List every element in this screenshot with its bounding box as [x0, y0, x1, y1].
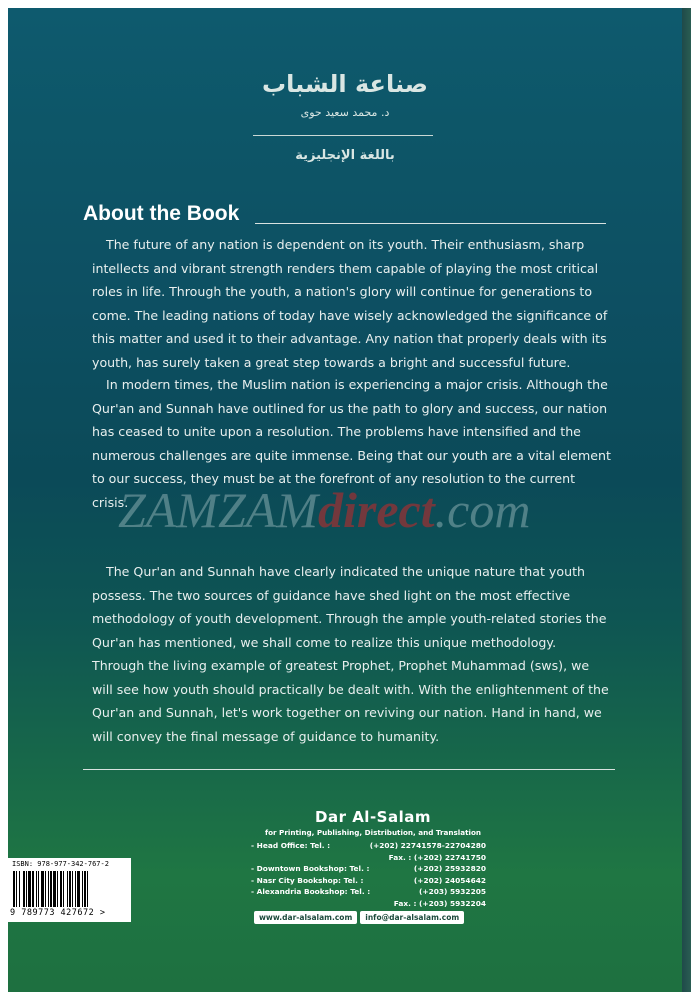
arabic-language-note: باللغة الإنجليزية [295, 148, 395, 163]
barcode-stripe [84, 871, 86, 907]
barcode-stripe [32, 871, 34, 907]
contact-row [251, 898, 486, 910]
barcode-stripe [41, 871, 44, 907]
contact-label [251, 852, 389, 864]
barcode-stripe [19, 871, 20, 907]
about-heading: About the Book [83, 202, 240, 225]
barcode-stripe [28, 871, 31, 907]
barcode-stripe [75, 871, 76, 907]
contact-value: (+202) 24054642 [413, 875, 486, 885]
arabic-title: صناعة الشباب [262, 70, 428, 98]
contact-row [251, 852, 486, 864]
barcode-stripe [16, 871, 17, 907]
contact-row [251, 875, 486, 887]
contact-label: - Downtown Bookshop: Tel. : [251, 864, 370, 873]
barcode-label [8, 858, 131, 922]
watermark [118, 480, 598, 540]
barcode-stripe [26, 871, 27, 907]
paragraph-text: The Qur'an and Sunnah have clearly indicated the unique nature that youth possess. The two sources of guidance have shed light on the most effective methodology of youth development. Through the ample youth-related stories the Qur'an has mentioned, we shall come to realize this unique methodology. Through the living example of greatest Prophet, Prophet Muhammad (sws), we will see how youth should practically be dealt with. With the enlightenment of the Qur'an and Sunnah, let's work together on reviving our nation. Hand in hand, we will convey the final message of guidance to humanity. [92, 564, 609, 744]
contact-value: Fax. : (+202) 22741750 [388, 852, 486, 862]
contact-label: - Alexandria Bookshop: Tel. : [251, 887, 371, 896]
heading-rule [255, 223, 606, 224]
barcode-stripe [82, 871, 83, 907]
barcode-image [13, 871, 119, 907]
barcode-stripe [45, 871, 46, 907]
contact-list [251, 840, 486, 909]
contact-label [251, 898, 394, 910]
publisher-name: Dar Al-Salam [315, 808, 431, 826]
publisher-subtitle: for Printing, Publishing, Distribution, and Translation [264, 828, 482, 837]
paragraph-text: The future of any nation is dependent on its youth. Their enthusiasm, sharp intellects and vibrant strength renders them capable of playing the most critical roles in life. Through the youth, a nation's glory will continue for generations to come. The leading nations of today have wisely acknowledged the significance of this matter and used it to their advantage. Any nation that properly deals with its youth, has surely taken a great step towards a bright and successful future. [92, 237, 608, 370]
barcode-stripe [23, 871, 25, 907]
contact-row [251, 886, 486, 898]
barcode-stripe [50, 871, 52, 907]
barcode-stripe [69, 871, 71, 907]
watermark-part-2: direct [318, 482, 435, 538]
barcode-stripe [60, 871, 62, 907]
website-link[interactable]: www.dar-alsalam.com [254, 911, 357, 924]
barcode-stripe [57, 871, 58, 907]
contact-value: (+202) 22741578-22704280 [369, 841, 486, 850]
book-spine [682, 8, 691, 992]
isbn-text: ISBN: 978-977-342-767-2 [12, 860, 109, 868]
contact-value: (+203) 5932205 [419, 887, 486, 896]
contact-value: (+202) 25932820 [413, 864, 486, 873]
barcode-stripe [63, 871, 64, 907]
barcode-stripe [36, 871, 37, 907]
body-rule [83, 769, 615, 770]
watermark-part-1: ZAMZAM [118, 482, 318, 538]
watermark-part-3: .com [434, 482, 531, 538]
barcode-stripe [38, 871, 39, 907]
contact-label: - Nasr City Bookshop: Tel. : [251, 875, 364, 885]
barcode-stripe [53, 871, 56, 907]
web-links [254, 911, 464, 924]
contact-value: Fax. : (+203) 5932204 [393, 898, 486, 908]
contact-row [251, 840, 486, 852]
arabic-author: د. محمد سعيد حوى [300, 106, 390, 119]
book-back-cover [8, 8, 682, 992]
barcode-stripe [72, 871, 73, 907]
contact-label: - Head Office: Tel. : [251, 841, 331, 850]
publisher-block [258, 808, 488, 837]
arabic-divider [253, 135, 433, 136]
barcode-stripe [77, 871, 80, 907]
barcode-stripe [48, 871, 49, 907]
paragraph-text: In modern times, the Muslim nation is experiencing a major crisis. Although the Qur'an and Sunnah have outlined for us the path to glory and success, our nation has ceased to unite upon a resolution. The problems have intensified and the numerous challenges are quite immense. Being that our youth are a vital element to our success, they must be at the forefront of any resolution to the current crisis. [92, 377, 611, 510]
barcode-stripe [67, 871, 68, 907]
about-paragraph-1 [92, 233, 612, 374]
barcode-stripe [13, 871, 15, 907]
contact-row [251, 863, 486, 875]
barcode-stripe [87, 871, 88, 907]
email-link[interactable]: info@dar-alsalam.com [360, 911, 464, 924]
about-paragraph-3 [92, 560, 612, 748]
barcode-digits: 9 789773 427672 > [10, 908, 106, 918]
